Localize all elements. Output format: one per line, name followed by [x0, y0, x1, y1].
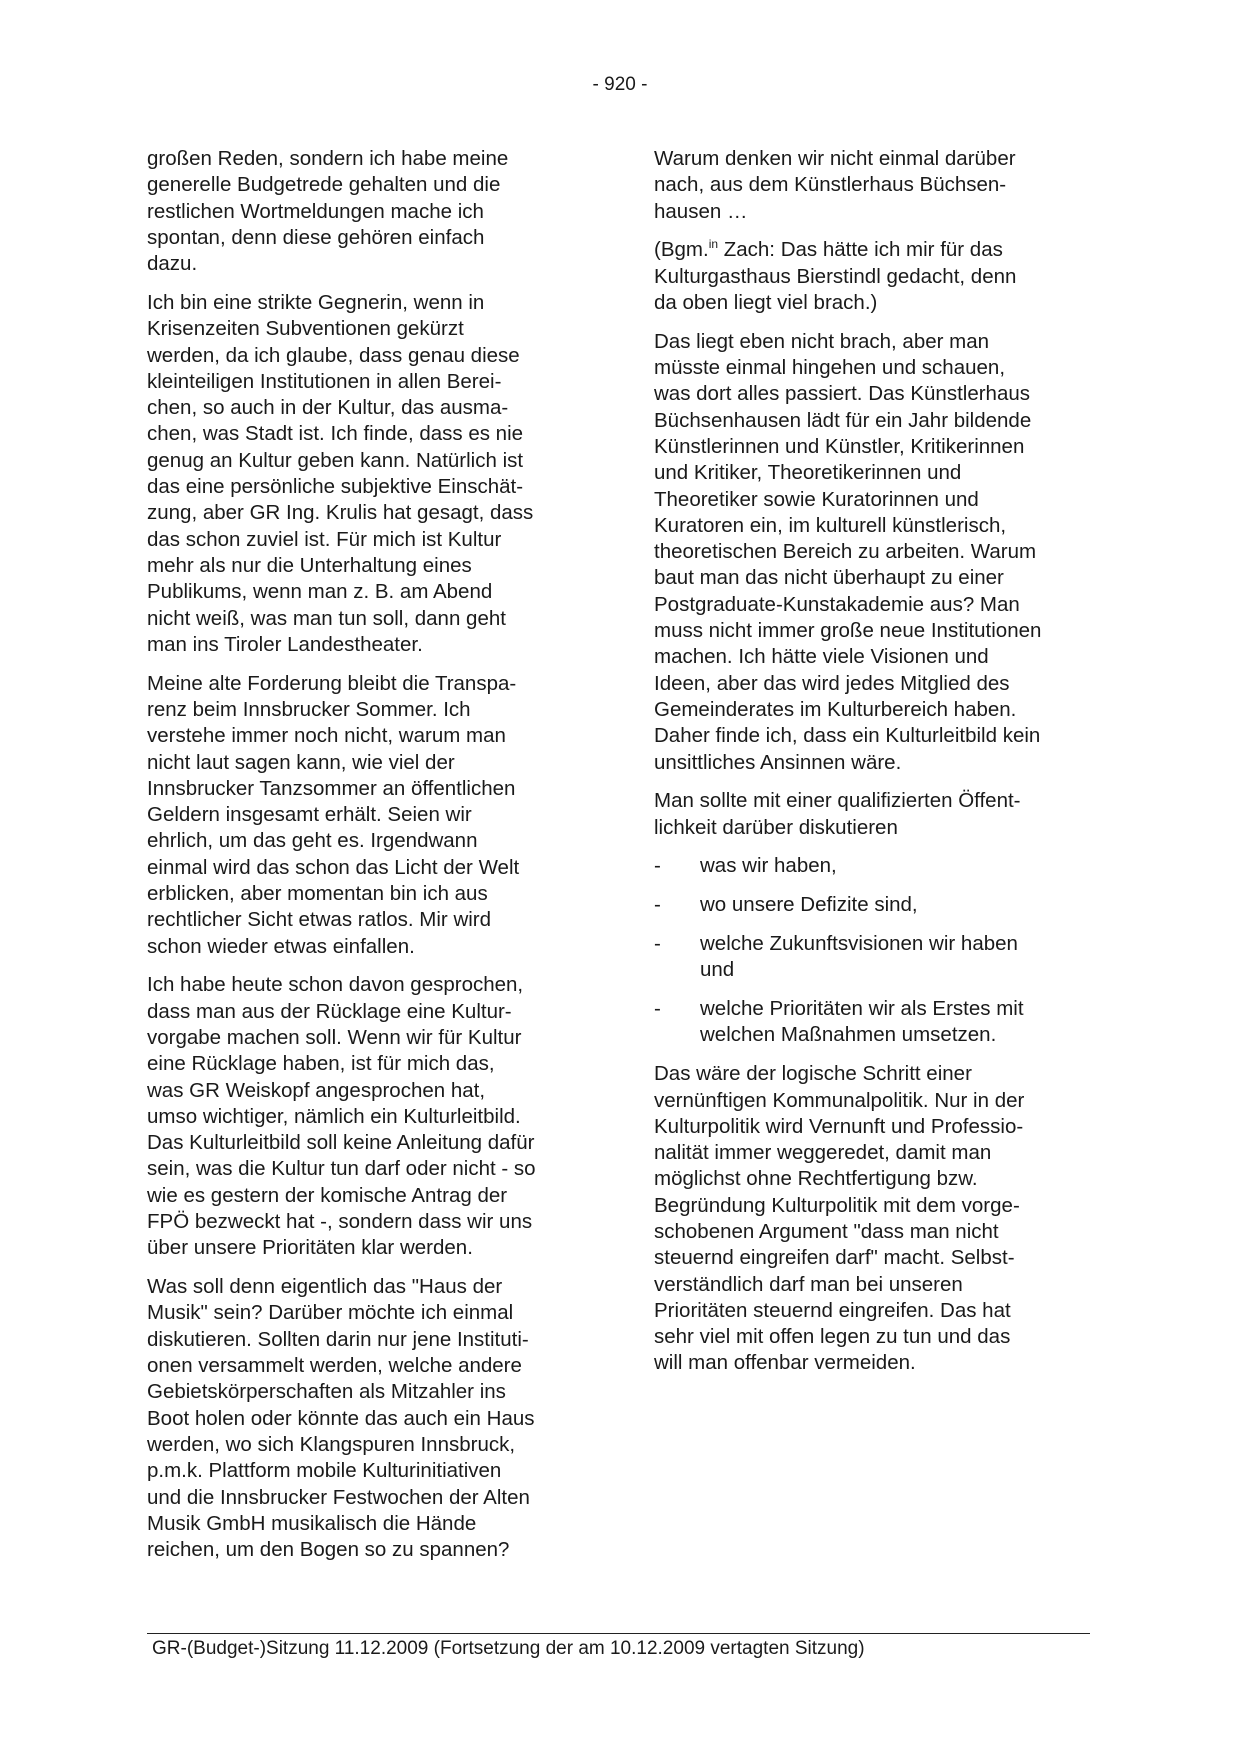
text-line: Kulturgasthaus Bierstindl gedacht, denn	[654, 264, 1017, 288]
text-line: was dort alles passiert. Das Künstlerhaus	[654, 382, 1031, 406]
text-line: Das wäre der logische Schritt einer	[654, 1062, 972, 1086]
text-line: dazu.	[147, 252, 198, 276]
text-line: restlichen Wortmeldungen mache ich	[147, 199, 484, 223]
text-line: Was soll denn eigentlich das "Haus der	[147, 1275, 503, 1299]
text-line: Theoretiker sowie Kuratorinnen und	[654, 487, 979, 511]
text-line: das schon zuviel ist. Für mich ist Kultur	[147, 527, 502, 551]
text-line: über unsere Prioritäten klar werden.	[147, 1236, 473, 1260]
text-line: einmal wird das schon das Licht der Welt	[147, 855, 520, 879]
text-line: wo unsere Defizite sind,	[700, 893, 918, 917]
text-line: FPÖ bezweckt hat -, sondern dass wir uns	[147, 1210, 533, 1234]
list-item-text	[700, 996, 1099, 1049]
text-line: zung, aber GR Ing. Krulis hat gesagt, dass	[147, 501, 534, 525]
text-line: nalität immer weggeredet, damit man	[654, 1141, 992, 1165]
text-line: Ich habe heute schon davon gesprochen,	[147, 973, 524, 997]
text-line: lichkeit darüber diskutieren	[654, 815, 898, 839]
text-line: Kulturpolitik wird Vernunft und Professio-	[654, 1114, 1024, 1138]
text-line: p.m.k. Plattform mobile Kulturinitiativen	[147, 1459, 502, 1483]
text-line: diskutieren. Sollten darin nur jene Instituti-	[147, 1327, 529, 1351]
text-line: muss nicht immer große neue Institutionen	[654, 619, 1042, 643]
text-line: und Kritiker, Theoretikerinnen und	[654, 461, 962, 485]
left-column	[147, 146, 592, 1576]
text-line: Innsbrucker Tanzsommer an öffentlichen	[147, 776, 516, 800]
text-line: schobenen Argument "dass man nicht	[654, 1219, 999, 1243]
text-line: was GR Weiskopf angesprochen hat,	[147, 1078, 486, 1102]
right-column	[654, 146, 1099, 1389]
text-line: nach, aus dem Künstlerhaus Büchsen-	[654, 173, 1007, 197]
text-line: und die Innsbrucker Festwochen der Alten	[147, 1485, 530, 1509]
text-line: renz beim Innsbrucker Sommer. Ich	[147, 697, 471, 721]
paragraph	[147, 1274, 592, 1563]
text-line: generelle Budgetrede gehalten und die	[147, 173, 501, 197]
text-line: sehr viel mit offen legen zu tun und das	[654, 1325, 1011, 1349]
text-line: genug an Kultur geben kann. Natürlich ist	[147, 448, 524, 472]
paragraph	[654, 329, 1099, 776]
text-line: eine Rücklage haben, ist für mich das,	[147, 1052, 495, 1076]
text-line: Man sollte mit einer qualifizierten Öffent-	[654, 789, 1021, 813]
text-line: Krisenzeiten Subventionen gekürzt	[147, 317, 464, 341]
text-line: chen, was Stadt ist. Ich finde, dass es nie	[147, 422, 524, 446]
text-line: baut man das nicht überhaupt zu einer	[654, 566, 1004, 590]
list-item	[654, 931, 1099, 984]
text-line: Büchsenhausen lädt für ein Jahr bildende	[654, 408, 1032, 432]
text-line: Begründung Kulturpolitik mit dem vorge-	[654, 1193, 1020, 1217]
interjection-prefix: (Bgm.	[654, 238, 709, 262]
text-line: großen Reden, sondern ich habe meine	[147, 147, 509, 170]
text-line: Prioritäten steuernd eingreifen. Das hat	[654, 1298, 1011, 1322]
text-line: welche Prioritäten wir als Erstes mit	[700, 997, 1024, 1021]
text-line: spontan, denn diese gehören einfach	[147, 225, 485, 249]
text-line: erblicken, aber momentan bin ich aus	[147, 882, 488, 906]
text-line: wie es gestern der komische Antrag der	[147, 1183, 508, 1207]
text-line: Geldern insgesamt erhält. Seien wir	[147, 803, 472, 827]
text-line: und	[700, 958, 735, 982]
text-line: Musik" sein? Darüber möchte ich einmal	[147, 1301, 514, 1325]
text-line: nicht weiß, was man tun soll, dann geht	[147, 606, 506, 630]
text-line: Daher finde ich, dass ein Kulturleitbild kein	[654, 724, 1041, 748]
paragraph	[147, 146, 592, 277]
text-line: Postgraduate-Kunstakademie aus? Man	[654, 592, 1020, 616]
text-line: schon wieder etwas einfallen.	[147, 934, 415, 958]
list-item	[654, 892, 1099, 918]
text-line: will man offenbar vermeiden.	[654, 1351, 916, 1375]
text-line: vernünftigen Kommunalpolitik. Nur in der	[654, 1088, 1025, 1112]
superscript: in	[708, 237, 719, 252]
text-line: Gebietskörperschaften als Mitzahler ins	[147, 1380, 506, 1404]
paragraph	[654, 1061, 1099, 1377]
text-line: ehrlich, um das geht es. Irgendwann	[147, 829, 478, 853]
text-line: werden, da ich glaube, dass genau diese	[147, 343, 520, 367]
text-line: verstehe immer noch nicht, warum man	[147, 724, 506, 748]
text-line: das eine persönliche subjektive Einschät-	[147, 475, 524, 499]
paragraph	[654, 146, 1099, 225]
text-line: unsittliches Ansinnen wäre.	[654, 750, 902, 774]
interjection	[654, 237, 1099, 316]
paragraph	[147, 290, 592, 658]
text-line: Publikums, wenn man z. B. am Abend	[147, 580, 493, 604]
text-line: chen, so auch in der Kultur, das ausma-	[147, 396, 509, 420]
text-line: werden, wo sich Klangspuren Innsbruck,	[147, 1432, 516, 1456]
text-line: welche Zukunftsvisionen wir haben	[700, 932, 1018, 956]
text-line: Ideen, aber das wird jedes Mitglied des	[654, 671, 1010, 695]
list-item-text	[700, 853, 1099, 879]
dash-bullet: -	[654, 893, 661, 917]
text-line: Das Kulturleitbild soll keine Anleitung dafür	[147, 1131, 535, 1155]
text-line: dass man aus der Rücklage eine Kultur-	[147, 999, 512, 1023]
text-line: Meine alte Forderung bleibt die Transpa-	[147, 671, 517, 695]
list-item	[654, 853, 1099, 879]
text-line: nicht laut sagen kann, wie viel der	[147, 750, 455, 774]
text-line: man ins Tiroler Landestheater.	[147, 632, 423, 656]
text-line: onen versammelt werden, welche andere	[147, 1354, 522, 1378]
text-line: welchen Maßnahmen umsetzen.	[700, 1023, 997, 1047]
footer-text: GR-(Budget-)Sitzung 11.12.2009 (Fortsetzung der am 10.12.2009 vertagten Sitzung)	[152, 1638, 865, 1659]
text-line: was wir haben,	[700, 854, 837, 878]
footer-divider	[147, 1633, 1090, 1634]
paragraph	[654, 788, 1099, 841]
list-item-text	[700, 892, 1099, 918]
text-line: machen. Ich hätte viele Visionen und	[654, 645, 989, 669]
list-item-text	[700, 931, 1099, 984]
dash-bullet: -	[654, 997, 661, 1021]
text-line: Das liegt eben nicht brach, aber man	[654, 329, 990, 353]
text-line: müsste einmal hingehen und schauen,	[654, 356, 1006, 380]
paragraph	[147, 972, 592, 1261]
text-line: vorgabe machen soll. Wenn wir für Kultur	[147, 1026, 522, 1049]
text-line: sein, was die Kultur tun darf oder nicht - so	[147, 1157, 536, 1181]
text-line: da oben liegt viel brach.)	[654, 290, 878, 314]
text-line: hausen …	[654, 199, 748, 223]
dash-bullet: -	[654, 932, 661, 956]
text-line: verständlich darf man bei unseren	[654, 1272, 963, 1296]
interjection-text: Zach: Das hätte ich mir für das	[718, 238, 1003, 262]
list-item	[654, 996, 1099, 1049]
text-line: steuernd eingreifen darf" macht. Selbst-	[654, 1246, 1015, 1270]
paragraph	[147, 671, 592, 960]
text-line: theoretischen Bereich zu arbeiten. Warum	[654, 540, 1037, 564]
text-line: möglichst ohne Rechtfertigung bzw.	[654, 1167, 978, 1191]
text-line: reichen, um den Bogen so zu spannen?	[147, 1538, 510, 1562]
text-line: Warum denken wir nicht einmal darüber	[654, 147, 1016, 170]
text-line: Gemeinderates im Kulturbereich haben.	[654, 697, 1017, 721]
text-line: Boot holen oder könnte das auch ein Haus	[147, 1406, 535, 1430]
text-line: kleinteiligen Institutionen in allen Berei-	[147, 369, 502, 393]
dash-bullet: -	[654, 854, 661, 878]
text-line: Kuratoren ein, im kulturell künstlerisch,	[654, 513, 1007, 537]
text-line: Musik GmbH musikalisch die Hände	[147, 1511, 477, 1535]
text-line: rechtlicher Sicht etwas ratlos. Mir wird	[147, 908, 492, 932]
text-line: umso wichtiger, nämlich ein Kulturleitbild.	[147, 1104, 521, 1128]
text-line: Künstlerinnen und Künstler, Kritikerinnen	[654, 434, 1025, 458]
page-number: - 920 -	[592, 74, 648, 95]
text-line: Ich bin eine strikte Gegnerin, wenn in	[147, 290, 485, 314]
text-line: mehr als nur die Unterhaltung eines	[147, 553, 472, 577]
text-line	[654, 237, 1099, 263]
